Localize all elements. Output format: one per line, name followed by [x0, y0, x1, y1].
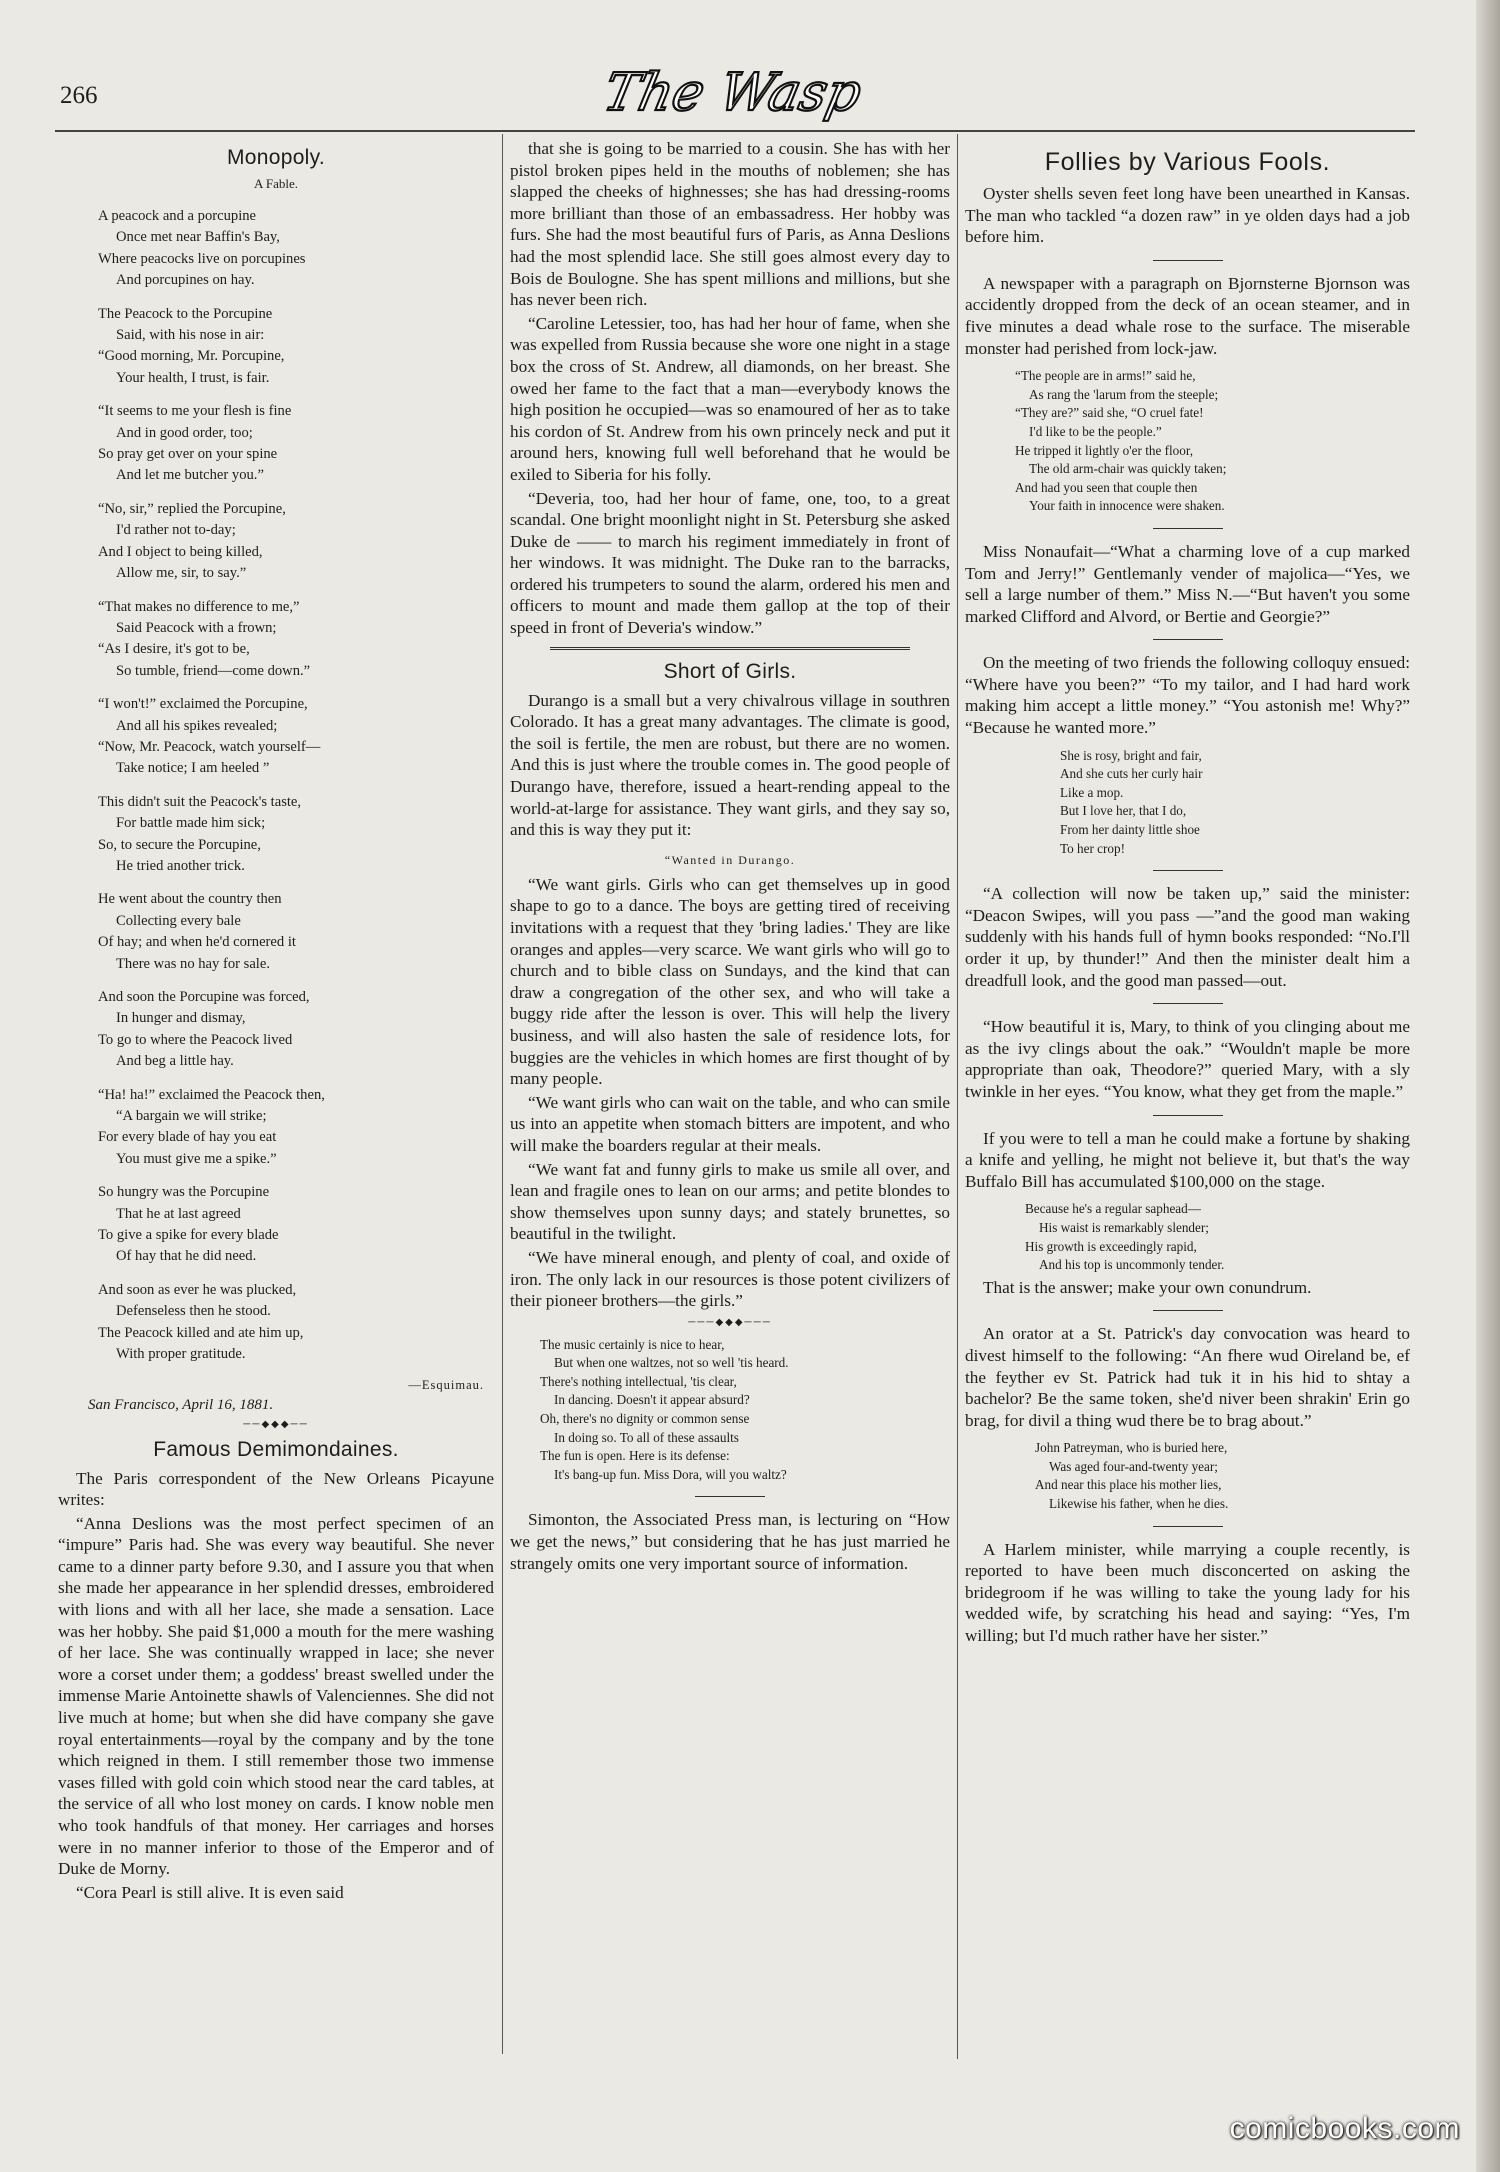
poem-line: But I love her, that I do, — [1060, 803, 1187, 819]
stanza — [98, 792, 494, 878]
poem-line: Your faith in innocence were shaken. — [1029, 498, 1225, 514]
column-2 — [510, 138, 950, 1576]
paragraph: “Deveria, too, had her hour of fame, one, too, to a great scandal. One bright moonlight night in St. Petersburg she asked Duke de —— to march his regiment immediately in front of her windows. It was midnight. The Duke ran to the barracks, ordered his trumpeters to sound the alarm, ordered his men and officers to mount and made them gallop at the top of their speed in front of Deveria's window.” — [510, 488, 950, 638]
poem-line: Oh, there's no dignity or common sense — [540, 1411, 750, 1427]
poem-line: Once met near Baffin's Bay, — [116, 229, 280, 246]
poem-line: So, to secure the Porcupine, — [98, 836, 261, 853]
poem-line: Said Peacock with a frown; — [116, 619, 277, 636]
poem-line: “They are?” said she, “O cruel fate! — [1015, 405, 1204, 421]
paragraph: “A collection will now be taken up,” said the minister: “Deacon Swipes, will you pass —”and the good man waking suddenly with his hands full of hymn books responded: “No.I'll order it up, by thunder!” And then the minister dealt him a dreadfull look, and the good man passed—out. — [965, 884, 1410, 990]
poem-rosy — [1060, 747, 1410, 859]
poem-line: And soon the Porcupine was forced, — [98, 989, 310, 1005]
short-rule — [1153, 1526, 1223, 1527]
follies-items — [965, 1323, 1410, 1431]
poem-line: Because he's a regular saphead— — [1025, 1201, 1201, 1217]
column-1 — [58, 138, 494, 1905]
poem-line: In doing so. To all of these assaults — [554, 1429, 739, 1445]
poem-line: In dancing. Doesn't it appear absurd? — [554, 1392, 750, 1408]
poem-line: His growth is exceedingly rapid, — [1025, 1238, 1197, 1254]
paragraph: Miss Nonaufait—“What a charming love of a cup marked Tom and Jerry!” Gentlemanly vender of majolica—“Yes, we sell a large number of them.” Miss N.—“But haven't you some marked Clifford and Alvord, or Bertie and Georgie?” — [965, 541, 1410, 626]
paragraph: The Paris correspondent of the New Orleans Picayune writes: — [58, 1468, 494, 1510]
poem-line: This didn't suit the Peacock's taste, — [98, 793, 302, 810]
stanza — [98, 206, 494, 292]
poem-line: “No, sir,” replied the Porcupine, — [98, 500, 286, 517]
paragraph: “We have mineral enough, and plenty of coal, and oxide of iron. The only lack in our resources is those potent civilizers of their pioneer brothers—the girls.” — [510, 1247, 950, 1311]
stanza — [98, 1085, 494, 1171]
article-body — [58, 1468, 494, 1904]
poem-monopoly — [58, 206, 494, 1366]
paragraph: Durango is a small but a very chivalrous village in southren Colorado. It has a great many advantages. The climate is good, the soil is fertile, the men are robust, but there are no women. And this is just where the trouble comes in. The good people of Durango have, therefore, issued a heart-rending appeal to the world-at-large for assistance. They want girls, and they say so, and this is way they put it: — [510, 690, 950, 840]
poem-line: The music certainly is nice to hear, — [540, 1336, 725, 1352]
paragraph: On the meeting of two friends the following colloquy ensued: “Where have you been?” “To my tailor, and I had hard work making him accept a little money.” “You astonish me! Why?” “Because he wanted more.” — [965, 653, 1410, 738]
short-rule — [1153, 639, 1223, 640]
paragraph: A newspaper with a paragraph on Bjornsterne Bjornson was accidently dropped from the deck of an ocean steamer, and in five minutes a dead whale rose to the surface. The miserable monster had perished from lock-jaw. — [965, 273, 1410, 358]
poem-line: And in good order, too; — [116, 424, 253, 441]
signature: —Esquimau. — [408, 1377, 484, 1392]
follies-items — [965, 541, 1410, 739]
follies-items — [965, 883, 1410, 1192]
poem-line: And had you seen that couple then — [1015, 479, 1198, 495]
poem-line: For battle made him sick; — [116, 815, 266, 832]
short-rule — [1153, 870, 1223, 871]
poem-line: There's nothing intellectual, 'tis clear, — [540, 1373, 737, 1389]
poem-line: I'd rather not to-day; — [116, 522, 236, 539]
poem-line: From her dainty little shoe — [1060, 822, 1200, 838]
paragraph: “Caroline Letessier, too, has had her hour of fame, when she was expelled from Russia because she wore one night in a stage box the cross of St. Andrew, all diamonds, on her breast. She owed her fame to the fact that a man—everybody knows the high position he occupied—was so enamoured of her as to take his cordon of St. Andrew from his own princely neck and put it around hers, knowing full well beforehand that he would be exiled to Siberia for his folly. — [510, 313, 950, 484]
stanza — [98, 694, 494, 780]
paragraph: If you were to tell a man he could make a fortune by shaking a knife and yelling, he might not believe it, but that's the way Buffalo Bill has accumulated $100,000 on the stage. — [965, 1128, 1410, 1191]
poem-saphead — [1025, 1200, 1410, 1274]
poem-line: He tried another trick. — [116, 857, 245, 874]
poem-line: In hunger and dismay, — [116, 1010, 246, 1027]
poem-line: And let me butcher you.” — [116, 467, 264, 484]
poem-line: Your health, I trust, is fair. — [116, 369, 270, 386]
poem-line: “That makes no difference to me,” — [98, 598, 300, 615]
paragraph: “We want fat and funny girls to make us smile all over, and lean and fragile ones to lean on our arms; and petite blondes to show themselves upon sunny days; and stately brunettes, so beautiful in the twilight. — [510, 1159, 950, 1244]
short-rule — [1153, 260, 1223, 261]
poem-line: “As I desire, it's got to be, — [98, 641, 250, 658]
paragraph-simonton: Simonton, the Associated Press man, is lecturing on “How we get the news,” but considering that he has just married he strangely omits one very important source of information. — [510, 1510, 950, 1573]
follies-items — [965, 1539, 1410, 1647]
short-rule — [1153, 528, 1223, 529]
poem-line: To give a spike for every blade — [98, 1227, 279, 1244]
paragraph: An orator at a St. Patrick's day convocation was heard to divest himself to the following: “An fhere wud Oireland be, ef the feyther ev St. Patrick had tuk it in his hid to shtay a bachelor? Be the same token, she'd niver been shrakin' Erin go brag, for divil a thing wud there be to brag about.” — [965, 1324, 1410, 1430]
short-rule — [1153, 1310, 1223, 1311]
short-rule — [1153, 1003, 1223, 1004]
poem-line: John Patreyman, who is buried here, — [1035, 1440, 1228, 1456]
column-divider — [502, 134, 503, 2054]
paragraph: that she is going to be married to a cousin. She has with her pistol broken pipes held in the mouths of noblemen; she has slapped the cheeks of highnesses; she has had dressing-rooms more brilliant than those of an embassadress. Her hobby was furs. She had the most beautiful furs of Paris, as Anna Deslions had the most splendid lace. She still goes almost every day to Bois de Boulogne. She has spent millions and millions, but she has never been rich. — [510, 139, 950, 310]
dateline: San Francisco, April 16, 1881. — [88, 1396, 274, 1413]
stanza — [98, 304, 494, 390]
poem-line: For every blade of hay you eat — [98, 1129, 277, 1146]
poem-line: And all his spikes revealed; — [116, 717, 278, 734]
poem-line: And porcupines on hay. — [116, 272, 255, 289]
poem-line: “I won't!” exclaimed the Porcupine, — [98, 696, 308, 713]
poem-people-in-arms — [1015, 367, 1410, 516]
paragraph-conundrum: That is the answer; make your own conundrum. — [983, 1277, 1312, 1297]
poem-line: But when one waltzes, not so well 'tis heard. — [554, 1355, 789, 1371]
poem-line: So hungry was the Porcupine — [98, 1184, 270, 1201]
poem-line: As rang the 'larum from the steeple; — [1029, 386, 1219, 402]
article-body — [510, 690, 950, 841]
paragraph: “We want girls. Girls who can get themselves up in good shape to go to a dance. The boys are getting tired of receiving invitations with a request that they 'bring ladies.' They are like oranges and apples—very scarce. We want girls who will go to church and to bible class on Sundays, and the kind that can draw a congregation of the other sex, and who will take a buggy ride after the lesson is over. This will help the livery business, and will also hasten the sale of residence lots, for buggies are the vehicles in which homes are first thought of by many people. — [510, 874, 950, 1089]
follies-items — [965, 183, 1410, 359]
poem-line: “The people are in arms!” said he, — [1015, 368, 1196, 384]
masthead-logo — [590, 58, 870, 128]
stanza — [98, 1182, 494, 1268]
header-rule — [55, 130, 1415, 132]
poem-line: To go to where the Peacock lived — [98, 1031, 293, 1048]
poem-line: To her crop! — [1060, 840, 1125, 856]
poem-line: There was no hay for sale. — [116, 955, 270, 972]
poem-line: “Good morning, Mr. Porcupine, — [98, 348, 285, 365]
poem-line: “It seems to me your flesh is fine — [98, 403, 292, 420]
poem-line: The fun is open. Here is its defense: — [540, 1448, 730, 1464]
ornament-divider: ──◆◆◆── — [243, 1418, 309, 1430]
page-number: 266 — [60, 82, 98, 109]
article-title-demimondaines: Famous Demimondaines. — [153, 1437, 399, 1461]
poem-line: He went about the country then — [98, 891, 282, 908]
poem-line: Allow me, sir, to say.” — [116, 565, 247, 582]
poem-line: You must give me a spike.” — [116, 1150, 277, 1167]
poem-line: Was aged four-and-twenty year; — [1049, 1458, 1218, 1474]
poem-line: And near this place his mother lies, — [1035, 1477, 1222, 1493]
poem-line: Where peacocks live on porcupines — [98, 250, 306, 267]
poem-line: “Now, Mr. Peacock, watch yourself— — [98, 738, 321, 755]
poem-line: He tripped it lightly o'er the floor, — [1015, 442, 1194, 458]
poem-line: His waist is remarkably slender; — [1039, 1219, 1209, 1235]
paragraph: “We want girls who can wait on the table, and who can smile us into an appetite when stomach bitters are impotent, and who will make the boarders regular at their meals. — [510, 1092, 950, 1155]
poem-line: Likewise his father, when he dies. — [1049, 1496, 1229, 1512]
poem-line: “Ha! ha!” exclaimed the Peacock then, — [98, 1086, 325, 1103]
section-rule — [550, 647, 910, 650]
ad-heading: “Wanted in Durango. — [664, 852, 796, 867]
article-title-follies: Follies by Various Fools. — [1044, 148, 1331, 176]
article-body-continued — [510, 138, 950, 639]
poem-line: With proper gratitude. — [116, 1346, 246, 1363]
poem-line: So pray get over on your spine — [98, 446, 278, 463]
stanza — [98, 401, 494, 487]
stanza — [98, 597, 494, 683]
poem-line: Of hay that he did need. — [116, 1248, 257, 1265]
poem-line: Like a mop. — [1060, 784, 1124, 800]
stanza — [98, 987, 494, 1073]
poem-line: The Peacock to the Porcupine — [98, 305, 273, 322]
poem-line: And soon as ever he was plucked, — [98, 1281, 297, 1298]
poem-line: And I object to being killed, — [98, 543, 263, 560]
poem-line: The Peacock killed and ate him up, — [98, 1324, 304, 1341]
article-title-short-of-girls: Short of Girls. — [663, 659, 797, 683]
poem-line: Collecting every bale — [116, 912, 241, 929]
poem-line: “A bargain we will strike; — [116, 1108, 267, 1125]
short-rule — [695, 1496, 765, 1497]
poem-line: It's bang-up fun. Miss Dora, will you waltz? — [554, 1466, 787, 1482]
paragraph: “Cora Pearl is still alive. It is even said — [76, 1882, 344, 1902]
poem-line: Of hay; and when he'd cornered it — [98, 934, 296, 951]
article-title-monopoly: Monopoly. — [226, 146, 326, 169]
poem-epitaph — [1035, 1439, 1410, 1513]
column-divider — [957, 134, 958, 2059]
poem-line: I'd like to be the people.” — [1029, 423, 1162, 439]
poem-line: And she cuts her curly hair — [1060, 766, 1203, 782]
poem-line: And his top is uncommonly tender. — [1039, 1257, 1225, 1273]
poem-waltz — [540, 1336, 950, 1485]
paragraph: A Harlem minister, while marrying a couple recently, is reported to have been much disconcerted on asking the bridegroom if he was willing to take the young lady for his wedded wife, by scratching his head and saying: “Yes, I'm willing; but I'd much rather have her sister.” — [965, 1539, 1410, 1646]
ad-body — [510, 874, 950, 1312]
page-edge — [1476, 0, 1500, 2172]
poem-line: Take notice; I am heeled ” — [116, 760, 270, 777]
poem-line: The old arm-chair was quickly taken; — [1029, 461, 1227, 477]
poem-line: Said, with his nose in air: — [116, 327, 265, 344]
short-rule — [1153, 1115, 1223, 1116]
stanza — [98, 1280, 494, 1366]
ornament-divider: ───◆◆◆─── — [688, 1316, 772, 1328]
article-subtitle: A Fable. — [253, 176, 299, 191]
column-3 — [965, 138, 1410, 1649]
poem-line: So tumble, friend—come down.” — [116, 662, 311, 679]
stanza — [98, 889, 494, 975]
poem-line: And beg a little hay. — [116, 1053, 234, 1070]
masthead-text: The Wasp — [598, 62, 867, 123]
stanza — [98, 499, 494, 585]
watermark: comicbooks.com — [1229, 2112, 1460, 2145]
paragraph: “How beautiful it is, Mary, to think of you clinging about me as the ivy clings about the oak.” “Wouldn't maple be more appropriate than oak, Theodore?” queried Mary, with a sly twinkle in her eyes. “You know, what they get from the maple.” — [965, 1017, 1410, 1101]
paragraph: Oyster shells seven feet long have been unearthed in Kansas. The man who tackled “a dozen raw” in ye olden days had a job before him. — [965, 184, 1410, 247]
poem-line: She is rosy, bright and fair, — [1060, 747, 1202, 763]
poem-line: A peacock and a porcupine — [98, 208, 257, 224]
paragraph: “Anna Deslions was the most perfect specimen of an “impure” Paris had. She was every way beautiful. She never came to a dinner party before 9.30, and I assure you that when she made her appearance in her splendid dresses, embroidered with lions and with all her lace, she made a sensation. Lace was her hobby. She paid $1,000 a mouth for the mere washing of her lace. She was continually wrapped in lace; she never wore a corset under them; a goddess' breast swelled under the immense Marie Antoinette shawls of Valenciennes. She did not live much at home; but when she did have company she gave royal entertainments—royal by the company and by the tone which reigned in them. I still remember those two immense vases filled with gold coin which stood near the card tables, at the service of all who lost money on cards. I know noble men who took handfuls of that money. Her carriages and horses were in no manner inferior to those of the Emperor and of Duke de Morny. — [58, 1513, 494, 1879]
poem-line: That he at last agreed — [116, 1205, 241, 1222]
poem-line: Defenseless then he stood. — [116, 1303, 271, 1320]
